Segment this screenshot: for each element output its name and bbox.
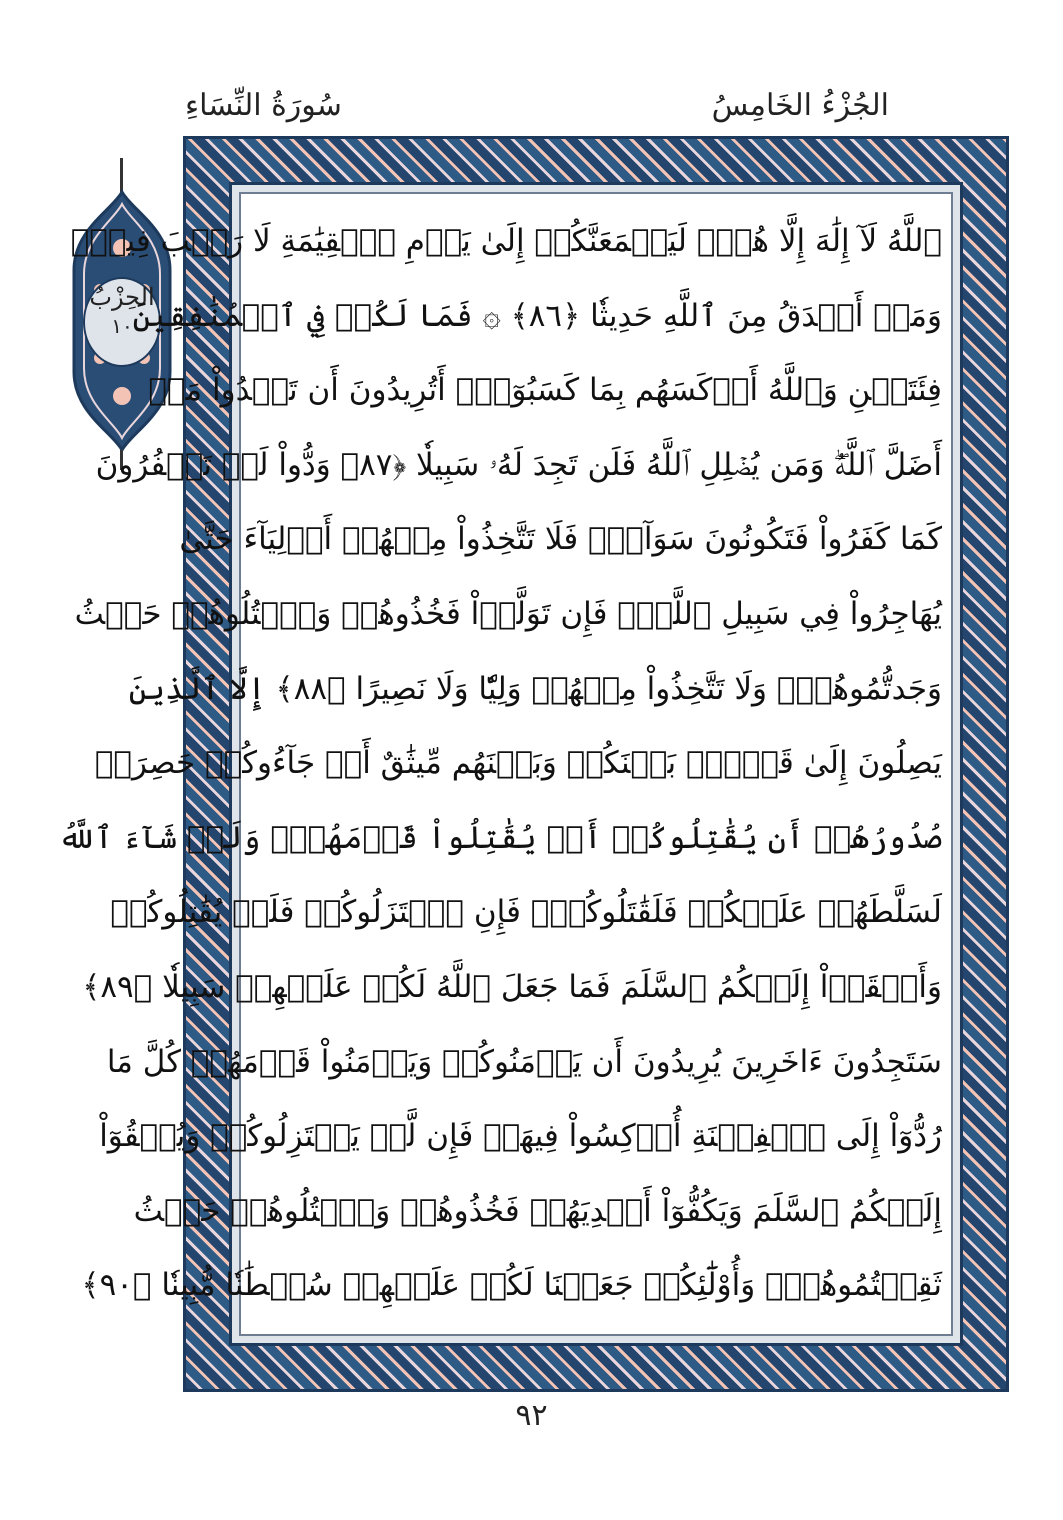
text-line-3: فِئَتَيۡنِ وَٱللَّهُ أَرۡكَسَهُم بِمَا كَسَبُوٓاْۚ أَتُرِيدُونَ أَن تَهۡدُواْ مَنۡ (148, 372, 942, 409)
hizb-number: ١٠ (111, 314, 133, 338)
page-header (185, 88, 889, 132)
text-line-7: وَجَدتُّمُوهُمۡۖ وَلَا تَتَّخِذُواْ مِنۡهُمۡ وَلِيّٗا وَلَا نَصِيرًا ﴿٨٨﴾ إِلَّا ٱلَّذِينَ (128, 670, 942, 707)
juz-title: الجُزْءُ الخَامِسُ (711, 88, 889, 123)
surah-title: سُورَةُ النِّسَاءِ (185, 88, 342, 123)
text-line-14: إِلَيۡكُمُ ٱلسَّلَمَ وَيَكُفُّوٓاْ أَيۡدِيَهُمۡ فَخُذُوهُمۡ وَٱقۡتُلُوهُمۡ حَيۡثُ (133, 1192, 942, 1229)
text-line-8: يَصِلُونَ إِلَىٰ قَوۡمِۭ بَيۡنَكُمۡ وَبَيۡنَهُم مِّيثَٰقٌ أَوۡ جَآءُوكُمۡ حَصِرَتۡ (94, 745, 942, 782)
text-line-12: سَتَجِدُونَ ءَاخَرِينَ يُرِيدُونَ أَن يَأۡمَنُوكُمۡ وَيَأۡمَنُواْ قَوۡمَهُمۡ كُلَّ مَا (106, 1043, 942, 1080)
text-line-10: لَسَلَّطَهُمۡ عَلَيۡكُمۡ فَلَقَٰتَلُوكُمۡۚ فَإِنِ ٱعۡتَزَلُوكُمۡ فَلَمۡ يُقَٰتِلُوكُمۡ (110, 894, 942, 931)
text-line-9: صُدُورُهُمۡ أَن يُقَٰتِلُوكُمۡ أَوۡ يُقَٰتِلُواْ قَوۡمَهُمۡۚ وَلَوۡ شَآءَ ٱللَّهُ (58, 819, 942, 856)
page-number: ٩٢ (515, 1398, 548, 1433)
text-line-13: رُدُّوٓاْ إِلَى ٱلۡفِتۡنَةِ أُرۡكِسُواْ فِيهَاۚ فَإِن لَّمۡ يَعۡتَزِلُوكُمۡ وَيُلۡقُوٓاْ (99, 1118, 942, 1155)
text-line-5: كَمَا كَفَرُواْ فَتَكُونُونَ سَوَآءٗۖ فَلَا تَتَّخِذُواْ مِنۡهُمۡ أَوۡلِيَآءَ حَتَّىٰ (179, 521, 942, 558)
text-line-4: أَضَلَّ ٱللَّهُۖ وَمَن يُضۡلِلِ ٱللَّهُ فَلَن تَجِدَ لَهُۥ سَبِيلٗا ﴿٨٧﴾ وَدُّواْ لَوۡ تَكۡفُرُونَ (95, 446, 942, 483)
hizb-stem-top (120, 158, 123, 192)
hizb-label: الحِزْبُ (89, 283, 155, 311)
text-line-15: ثَقِفۡتُمُوهُمۡۚ وَأُوْلَٰٓئِكُمۡ جَعَلۡنَا لَكُمۡ عَلَيۡهِمۡ سُلۡطَٰنٗا مُّبِينٗا ﴿٩٠﴾ (81, 1267, 942, 1304)
text-line-2: وَمَنۡ أَصۡدَقُ مِنَ ٱللَّهِ حَدِيثٗا ﴿٨٦﴾ ۞ فَمَا لَكُمۡ فِي ٱلۡمُنَٰفِقِينَ (132, 297, 942, 334)
text-line-1: ٱللَّهُ لَآ إِلَٰهَ إِلَّا هُوَۚ لَيَجۡمَعَنَّكُمۡ إِلَىٰ يَوۡمِ ٱلۡقِيَٰمَةِ لَا رَيۡبَ فِيهِۗ (70, 223, 942, 259)
text-line-11: وَأَلۡقَوۡاْ إِلَيۡكُمُ ٱلسَّلَمَ فَمَا جَعَلَ ٱللَّهُ لَكُمۡ عَلَيۡهِمۡ سَبِيلٗا ﴿٨٩﴾ (82, 968, 942, 1005)
text-line-6: يُهَاجِرُواْ فِي سَبِيلِ ٱللَّهِۚ فَإِن تَوَلَّوۡاْ فَخُذُوهُمۡ وَٱقۡتُلُوهُمۡ حَيۡثُ (74, 595, 942, 632)
